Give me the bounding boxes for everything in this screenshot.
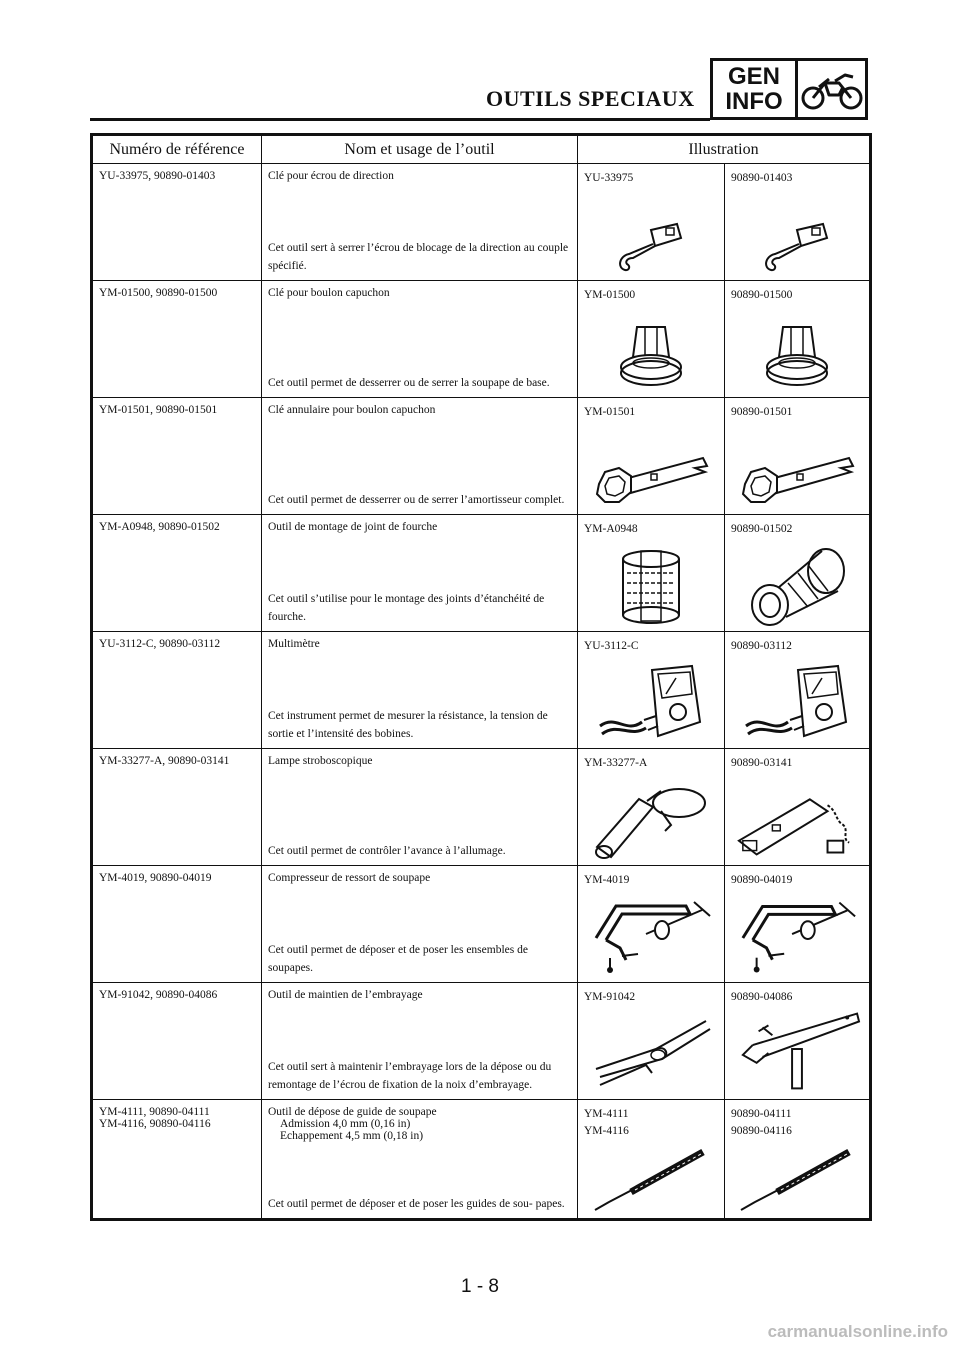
tool-description: Cet outil permet de déposer et de poser les ensembles de soupapes. <box>268 944 528 974</box>
illustration-code: YM-01501 <box>584 406 636 418</box>
tool-description: Cet outil permet de déposer et de poser les guides de sou- papes. <box>268 1198 565 1210</box>
illustration-code: YM-01500 <box>584 289 636 301</box>
illustration-code: 90890-01501 <box>731 406 793 418</box>
tool-description: Cet instrument permet de mesurer la résistance, la tension de sortie et l’intensité des bobines. <box>268 710 548 740</box>
ref-cell <box>92 515 262 632</box>
illustration-code: YM-4019 <box>584 874 630 886</box>
tool-name: Clé annulaire pour boulon capuchon <box>268 404 436 416</box>
ref-number: YM-A0948, 90890-01502 <box>99 521 220 533</box>
watermark: carmanualsonline.info <box>767 1322 948 1341</box>
illustration-cell <box>578 281 725 398</box>
name-usage-cell <box>262 749 578 866</box>
tool-description: Cet outil permet de desserrer ou de serrer la soupape de base. <box>268 377 550 389</box>
special-tools-table <box>90 133 872 1221</box>
illustration-code: YM-4116 <box>584 1125 629 1137</box>
tool-name: Clé pour boulon capuchon <box>268 287 390 299</box>
table-header-row <box>92 135 871 164</box>
tool-spec: Echappement 4,5 mm (0,18 in) <box>280 1130 424 1142</box>
illustration-cell <box>578 866 725 983</box>
illustration-cell <box>725 164 871 281</box>
illustration-cell <box>578 1100 725 1220</box>
illustration-code: YM-91042 <box>584 991 636 1003</box>
page-number: 1 - 8 <box>460 1276 500 1297</box>
badge-text <box>713 61 798 117</box>
cap-bolt-wrench-icon <box>586 317 716 393</box>
illustration-cell <box>725 983 871 1100</box>
ref-number: YU-33975, 90890-01403 <box>99 170 216 182</box>
illustration-code: 90890-04086 <box>731 991 793 1003</box>
name-usage-cell <box>262 515 578 632</box>
tool-spec: Admission 4,0 mm (0,16 in) <box>280 1118 411 1130</box>
tool-description: Cet outil s’utilise pour le montage des joints d’étanchéité de fourche. <box>268 593 545 623</box>
tool-description: Cet outil sert à maintenir l’embrayage lors de la dépose ou du remontage de l’écrou de fixation de la noix d’embrayage. <box>268 1061 552 1091</box>
ring-wrench-icon <box>586 434 716 510</box>
table-row <box>92 1100 871 1220</box>
illustration-code: 90890-01403 <box>731 172 793 184</box>
ref-number: YU-3112-C, 90890-03112 <box>99 638 221 650</box>
badge-line-2: INFO <box>725 88 783 115</box>
illustration-code: 90890-03141 <box>731 757 793 769</box>
badge-line-1: GEN <box>727 63 780 90</box>
tool-name: Outil de montage de joint de fourche <box>268 521 438 533</box>
hook-wrench-icon <box>733 200 861 276</box>
motorcycle-icon <box>798 61 865 117</box>
valve-spring-compressor-icon <box>586 902 716 978</box>
illustration-cell <box>725 749 871 866</box>
illustration-cell <box>578 515 725 632</box>
cap-bolt-wrench-icon <box>733 317 861 393</box>
timing-light-icon <box>586 785 716 861</box>
tool-name: Outil de dépose de guide de soupape <box>268 1106 437 1118</box>
ref-number: YM-4111, 90890-04111 <box>99 1106 210 1118</box>
timing-light-b-icon <box>733 785 861 861</box>
multimeter-icon <box>586 668 716 744</box>
valve-spring-compressor-icon <box>733 902 861 978</box>
col-header-name-usage: Nom et usage de l’outil <box>262 135 578 164</box>
illustration-code: YM-4111 <box>584 1108 629 1120</box>
hook-wrench-icon <box>586 200 716 276</box>
ring-wrench-icon <box>733 434 861 510</box>
table-row <box>92 398 871 515</box>
ref-cell <box>92 632 262 749</box>
table-row <box>92 164 871 281</box>
tool-description: Cet outil permet de desserrer ou de serrer l’amortisseur complet. <box>268 494 565 506</box>
ref-number: YM-4019, 90890-04019 <box>99 872 212 884</box>
illustration-cell <box>578 632 725 749</box>
name-usage-cell <box>262 1100 578 1220</box>
ref-cell <box>92 164 262 281</box>
name-usage-cell <box>262 398 578 515</box>
tool-name: Multimètre <box>268 638 320 650</box>
illustration-code: 90890-01502 <box>731 523 793 535</box>
ref-cell <box>92 398 262 515</box>
valve-guide-remover-icon <box>586 1138 716 1214</box>
table-row <box>92 515 871 632</box>
table-row <box>92 281 871 398</box>
illustration-cell <box>725 866 871 983</box>
page-title: OUTILS SPECIAUX <box>486 86 695 111</box>
tool-description: Cet outil sert à serrer l’écrou de blocage de la direction au couple spécifié. <box>268 242 569 272</box>
illustration-code: 90890-01500 <box>731 289 793 301</box>
illustration-cell <box>578 164 725 281</box>
name-usage-cell <box>262 866 578 983</box>
ref-number: YM-33277-A, 90890-03141 <box>99 755 230 767</box>
ref-number: YM-01500, 90890-01500 <box>99 287 218 299</box>
ref-number: YM-91042, 90890-04086 <box>99 989 218 1001</box>
illustration-cell <box>578 749 725 866</box>
valve-guide-remover-icon <box>733 1138 861 1214</box>
fork-seal-driver-b-icon <box>733 551 861 627</box>
clutch-holder-icon <box>586 1019 716 1095</box>
name-usage-cell <box>262 983 578 1100</box>
table-row <box>92 866 871 983</box>
illustration-code: 90890-03112 <box>731 640 792 652</box>
tool-name: Compresseur de ressort de soupape <box>268 872 431 884</box>
tool-description: Cet outil permet de contrôler l’avance à l’allumage. <box>268 845 506 857</box>
illustration-cell <box>725 515 871 632</box>
header-rule <box>90 118 710 121</box>
illustration-cell <box>725 398 871 515</box>
illustration-cell <box>725 1100 871 1220</box>
col-header-illustration: Illustration <box>578 135 871 164</box>
ref-cell <box>92 749 262 866</box>
ref-cell <box>92 281 262 398</box>
illustration-code: YU-33975 <box>584 172 634 184</box>
multimeter-icon <box>733 668 861 744</box>
table-row <box>92 983 871 1100</box>
name-usage-cell <box>262 281 578 398</box>
name-usage-cell <box>262 632 578 749</box>
name-usage-cell <box>262 164 578 281</box>
clutch-holder-b-icon <box>733 1019 861 1095</box>
ref-cell <box>92 1100 262 1220</box>
tool-name: Outil de maintien de l’embrayage <box>268 989 423 1001</box>
illustration-cell <box>578 398 725 515</box>
illustration-code: YM-A0948 <box>584 523 638 535</box>
illustration-cell <box>725 281 871 398</box>
illustration-cell <box>578 983 725 1100</box>
illustration-cell <box>725 632 871 749</box>
illustration-code: YM-33277-A <box>584 757 648 769</box>
ref-cell <box>92 983 262 1100</box>
ref-cell <box>92 866 262 983</box>
table-row <box>92 632 871 749</box>
ref-number: YM-4116, 90890-04116 <box>99 1118 211 1130</box>
fork-seal-driver-icon <box>586 551 716 627</box>
tool-name: Clé pour écrou de direction <box>268 170 394 182</box>
illustration-code: 90890-04116 <box>731 1125 792 1137</box>
ref-number: YM-01501, 90890-01501 <box>99 404 218 416</box>
illustration-code: YU-3112-C <box>584 640 639 652</box>
illustration-code: 90890-04019 <box>731 874 793 886</box>
gen-info-badge <box>710 58 868 120</box>
tool-name: Lampe stroboscopique <box>268 755 373 767</box>
table-row <box>92 749 871 866</box>
col-header-reference: Numéro de référence <box>92 135 262 164</box>
illustration-code: 90890-04111 <box>731 1108 792 1120</box>
